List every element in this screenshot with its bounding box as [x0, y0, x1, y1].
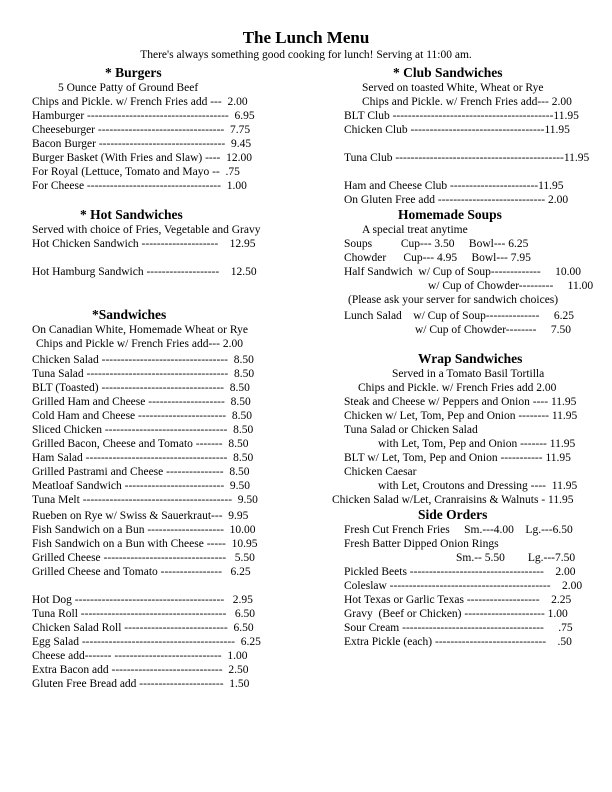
menu-line: BLT Club ------------------------------------------11.95 [344, 110, 579, 122]
menu-line: A special treat anytime [362, 224, 468, 236]
menu-line: Bacon Burger --------------------------------- 9.45 [32, 138, 252, 150]
menu-line: For Royal (Lettuce, Tomato and Mayo -- .75 [32, 166, 240, 178]
menu-line: Sour Cream ------------------------------------- .75 [344, 622, 573, 634]
menu-line: Tuna Club --------------------------------------------11.95 [344, 152, 590, 164]
menu-line: Egg Salad ---------------------------------------- 6.25 [32, 636, 261, 648]
menu-line: Chips and Pickle. w/ French Fries add --- 2.00 [32, 96, 248, 108]
menu-line: Tuna Melt --------------------------------------- 9.50 [32, 494, 258, 506]
menu-line: Grilled Cheese -------------------------------- 5.50 [32, 552, 255, 564]
menu-line: On Canadian White, Homemade Wheat or Rye [32, 324, 248, 336]
section-heading: Side Orders [418, 507, 488, 522]
menu-line: Grilled Ham and Cheese -------------------- 8.50 [32, 396, 251, 408]
menu-line: Fish Sandwich on a Bun with Cheese ----- 10.95 [32, 538, 258, 550]
section-heading: * Club Sandwiches [393, 65, 503, 80]
menu-line: Hot Dog --------------------------------------- 2.95 [32, 594, 253, 606]
menu-line: with Let, Croutons and Dressing ---- 11.95 [378, 480, 578, 492]
menu-line: (Please ask your server for sandwich choices) [348, 294, 559, 306]
section-heading: * Burgers [105, 65, 162, 80]
section-heading: * Hot Sandwiches [80, 207, 183, 222]
menu-line: Burger Basket (With Fries and Slaw) ---- 12.00 [32, 152, 253, 164]
menu-line: Hot Texas or Garlic Texas ------------------- 2.25 [344, 594, 572, 606]
menu-line: Hot Chicken Sandwich -------------------- 12.95 [32, 238, 256, 250]
menu-line: Half Sandwich w/ Cup of Soup------------- 10.00 [344, 266, 581, 278]
menu-title: The Lunch Menu [242, 28, 370, 47]
section-heading: Homemade Soups [398, 207, 502, 222]
menu-line: For Cheese ----------------------------------- 1.00 [32, 180, 247, 192]
menu-line: w/ Cup of Chowder-------- 7.50 [415, 324, 571, 336]
menu-line: BLT w/ Let, Tom, Pep and Onion ----------- 11.95 [344, 452, 571, 464]
menu-line: Chicken Salad w/Let, Cranraisins & Walnuts - 11.95 [332, 494, 574, 506]
menu-line: Served in a Tomato Basil Tortilla [392, 368, 545, 380]
menu-line: Ham Salad ------------------------------------- 8.50 [32, 452, 254, 464]
menu-line: Meatloaf Sandwich -------------------------- 9.50 [32, 480, 251, 492]
menu-line: Sliced Chicken -------------------------------- 8.50 [32, 424, 254, 436]
menu-line: Sm.-- 5.50 Lg.---7.50 [456, 552, 576, 564]
menu-line: Chicken Salad --------------------------------- 8.50 [32, 354, 254, 366]
menu-line: Pickled Beets ----------------------------------- 2.00 [344, 566, 576, 578]
menu-line: Chips and Pickle w/ French Fries add--- 2.00 [36, 338, 243, 350]
menu-line: Gravy (Beef or Chicken) --------------------- 1.00 [344, 608, 568, 620]
menu-line: Lunch Salad w/ Cup of Soup-------------- 6.25 [344, 310, 574, 322]
section-heading: Wrap Sandwiches [418, 351, 523, 366]
menu-line: Tuna Roll -------------------------------------- 6.50 [32, 608, 256, 620]
menu-line: Tuna Salad ------------------------------------- 8.50 [32, 368, 255, 380]
menu-line: Chicken Salad Roll --------------------------- 6.50 [32, 622, 254, 634]
menu-line: Coleslaw ------------------------------------------ 2.00 [344, 580, 583, 592]
menu-line: Hot Hamburg Sandwich ------------------- 12.50 [32, 266, 257, 278]
menu-line: with Let, Tom, Pep and Onion ------- 11.95 [378, 438, 576, 450]
section-heading: *Sandwiches [92, 307, 167, 322]
menu-line: On Gluten Free add ---------------------------- 2.00 [344, 194, 569, 206]
menu-subtitle: There's always something good cooking for lunch! Serving at 11:00 am. [140, 49, 472, 61]
menu-line: Chips and Pickle. w/ French Fries add--- 2.00 [362, 96, 572, 108]
menu-line: Hamburger ------------------------------------- 6.95 [32, 110, 255, 122]
menu-line: Grilled Pastrami and Cheese --------------- 8.50 [32, 466, 250, 478]
menu-line: Chicken Club -----------------------------------11.95 [344, 124, 570, 136]
menu-line: Fresh Cut French Fries Sm.---4.00 Lg.---6.50 [344, 524, 573, 536]
menu-line: BLT (Toasted) -------------------------------- 8.50 [32, 382, 250, 394]
menu-line: 5 Ounce Patty of Ground Beef [58, 82, 199, 94]
menu-line: Chips and Pickle. w/ French Fries add 2.00 [358, 382, 557, 394]
menu-line: w/ Cup of Chowder--------- 11.00 [428, 280, 594, 292]
menu-line: Cheese add------- ---------------------------- 1.00 [32, 650, 248, 662]
menu-line: Grilled Cheese and Tomato ---------------- 6.25 [32, 566, 251, 578]
menu-line: Extra Pickle (each) ----------------------------- .50 [344, 636, 572, 648]
menu-line: Chicken w/ Let, Tom, Pep and Onion -------- 11.95 [344, 410, 578, 422]
menu-line: Chowder Cup--- 4.95 Bowl--- 7.95 [344, 252, 531, 264]
menu-line: Served with choice of Fries, Vegetable and Gravy [32, 224, 261, 236]
menu-line: Served on toasted White, Wheat or Rye [362, 82, 544, 94]
menu-line: Cheeseburger --------------------------------- 7.75 [32, 124, 251, 136]
menu-line: Rueben on Rye w/ Swiss & Sauerkraut--- 9.95 [32, 510, 249, 522]
menu-line: Gluten Free Bread add ---------------------- 1.50 [32, 678, 250, 690]
menu-line: Steak and Cheese w/ Peppers and Onion ---- 11.95 [344, 396, 577, 408]
menu-line: Soups Cup--- 3.50 Bowl--- 6.25 [344, 238, 529, 250]
menu-line: Ham and Cheese Club -----------------------11.95 [344, 180, 564, 192]
menu-line: Cold Ham and Cheese ----------------------- 8.50 [32, 410, 252, 422]
menu-line: Tuna Salad or Chicken Salad [344, 424, 478, 436]
menu-line: Chicken Caesar [344, 466, 417, 478]
menu-line: Fresh Batter Dipped Onion Rings [344, 538, 499, 550]
menu-line: Grilled Bacon, Cheese and Tomato ------- 8.50 [32, 438, 249, 450]
menu-line: Extra Bacon add ----------------------------- 2.50 [32, 664, 249, 676]
menu-line: Fish Sandwich on a Bun -------------------- 10.00 [32, 524, 256, 536]
